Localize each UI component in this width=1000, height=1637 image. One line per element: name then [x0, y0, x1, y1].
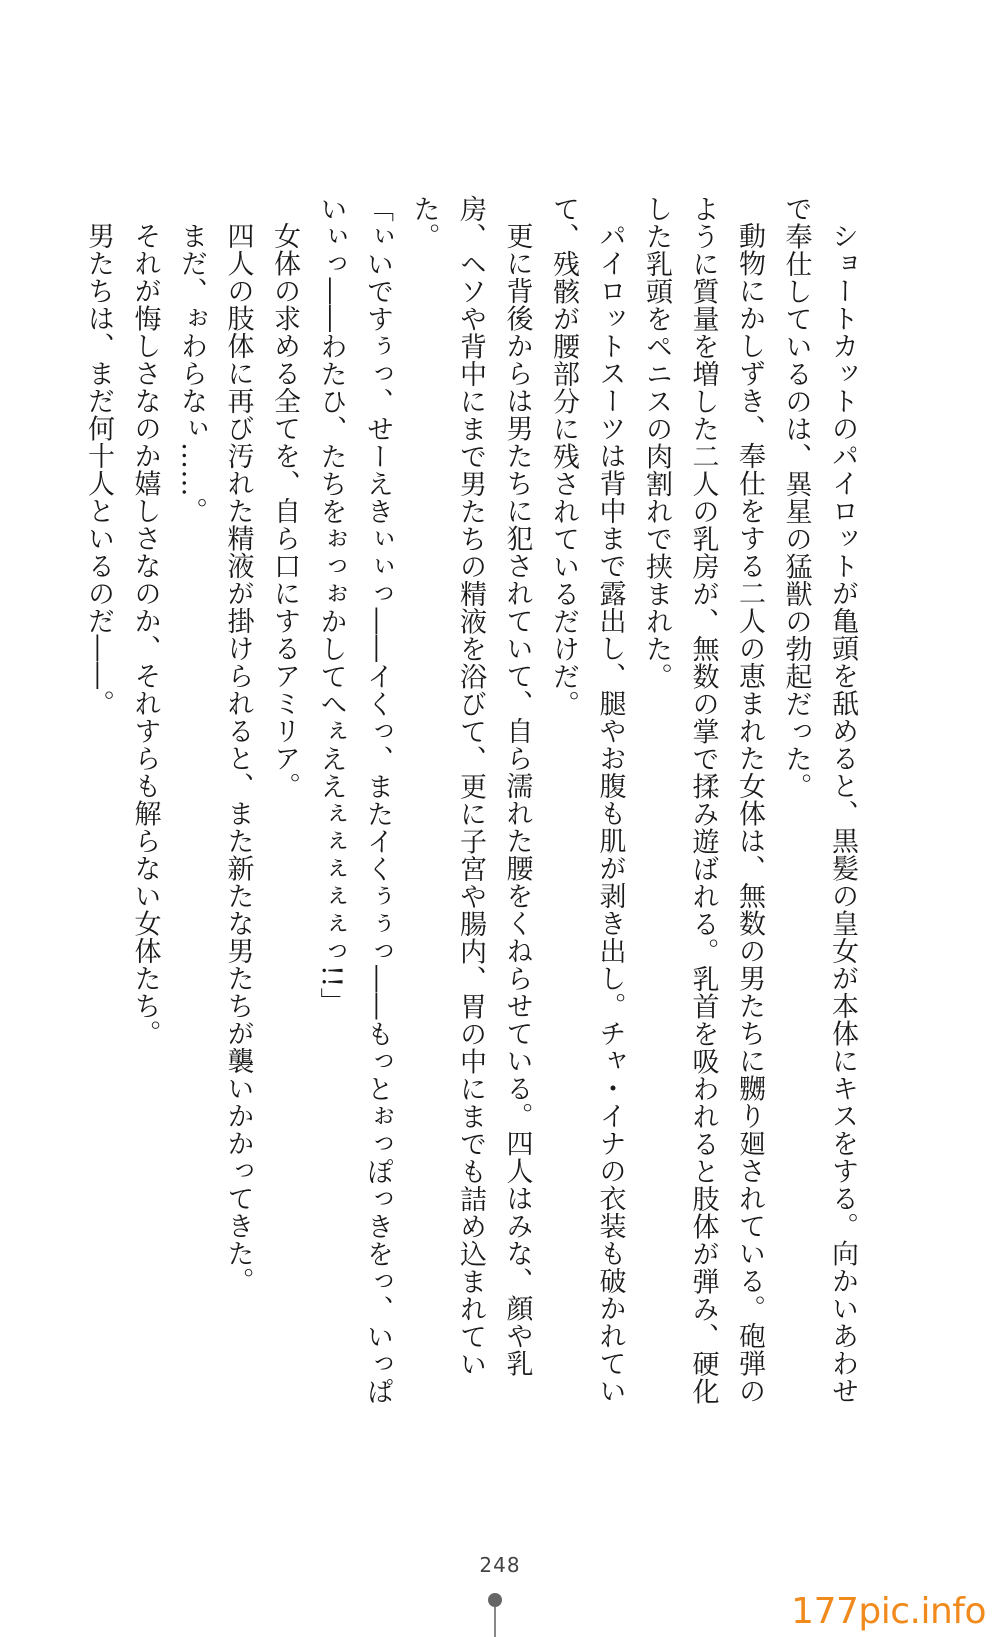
page-body-text: [83, 195, 865, 1405]
paragraph: 男たちは、まだ何十人といるのだ――。: [83, 222, 114, 717]
paragraph: まだ、ぉわらなぃ……。: [176, 222, 207, 525]
paragraph: ショートカットのパイロットが亀頭を舐めると、黒髪の皇女が本体にキスをする。向かいあわせで奉仕しているのは、異星の猛獣の勃起だった。: [780, 195, 858, 1405]
paragraph: パイロットスーツは背中まで露出し、腿やお腹も肌が剥き出し。チャ・イナの衣装も破かれていて、残骸が腰部分に残されているだけだ。: [548, 195, 626, 1405]
page-marker-line: [494, 1607, 496, 1637]
page-marker-dot: [488, 1593, 502, 1607]
dialogue-paragraph: 「ぃいですぅっ、せーえきぃぃっ――イくっ、またイくぅぅっ――もっとぉっぽっきをっ、いっぱいぃっ――わたひ、たちをぉっぉかしてへぇええぇぇぇぇぇっ!!」: [315, 195, 393, 1405]
paragraph: 女体の求める全てを、自ら口にするアミリア。: [269, 222, 300, 800]
paragraph: それが悔しさなのか嬉しさなのか、それすらも解らない女体たち。: [129, 222, 161, 1047]
paragraph: 更に背後からは男たちに犯されていて、自ら濡れた腰をくねらせている。四人はみな、顔や乳房、ヘソや背中にまで男たちの精液を浴びて、更に子宮や腸内、胃の中にまでも詰め込まれていた。: [408, 195, 533, 1378]
paragraph: 動物にかしずき、奉仕をする二人の恵まれた女体は、無数の男たちに嬲り廻されている。砲弾のように質量を増した二人の乳房が、無数の掌で揉み遊ばれる。乳首を吸われると肢体が弾み、硬化した乳頭をペニスの肉割れで挟まれた。: [641, 195, 765, 1405]
page-number: 248: [479, 1553, 521, 1577]
watermark-text: 177pic.info: [791, 1591, 986, 1632]
paragraph: 四人の肢体に再び汚れた精液が掛けられると、また新たな男たちが襲いかかってきた。: [222, 222, 254, 1295]
